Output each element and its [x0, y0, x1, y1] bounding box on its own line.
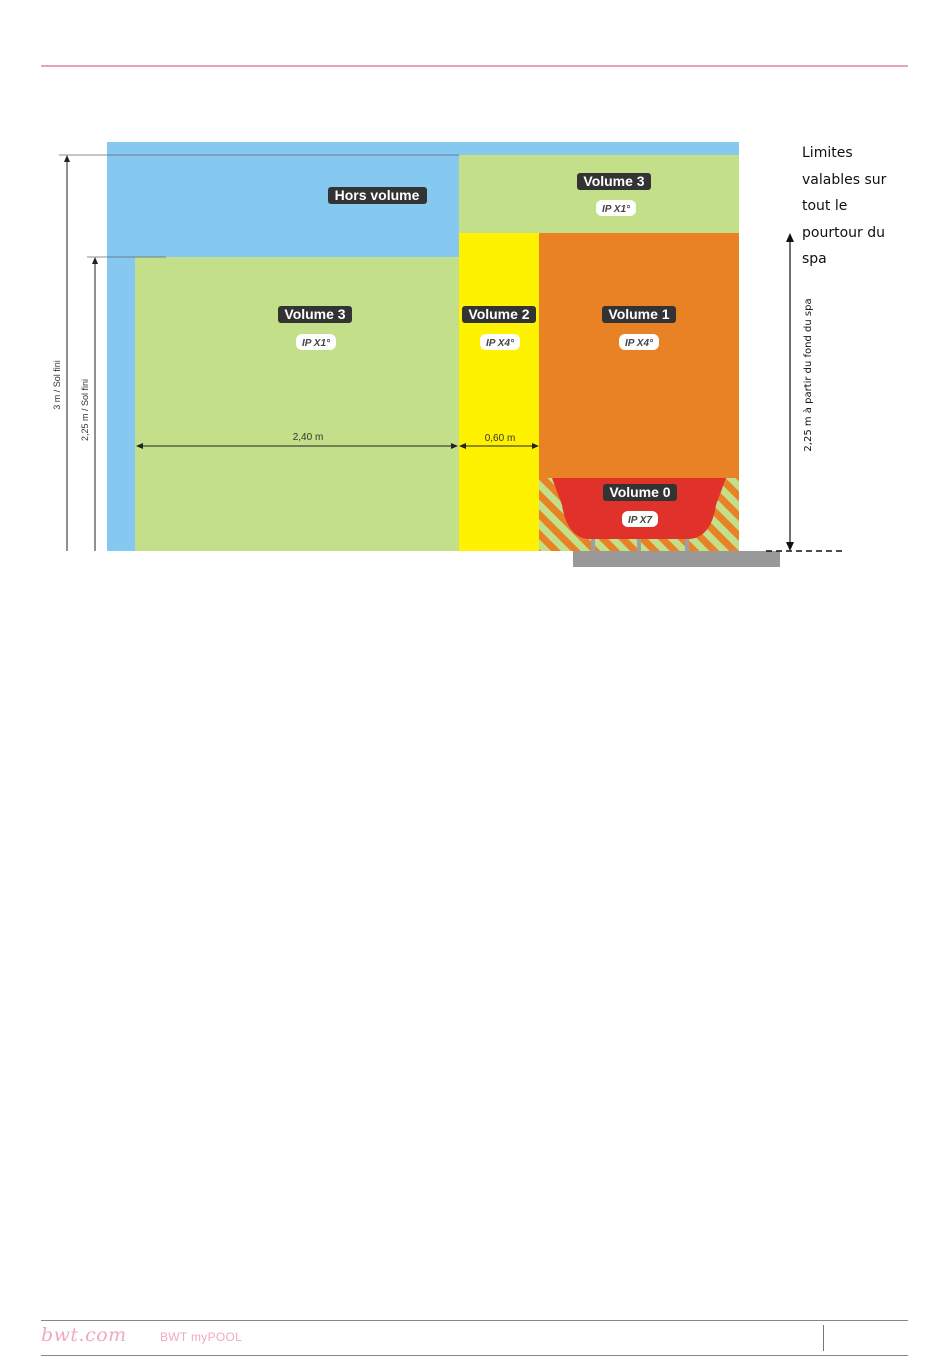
svg-text:2,25 m à partir du fond du spa: 2,25 m à partir du fond du spa	[803, 298, 814, 452]
footer-separator	[823, 1325, 824, 1351]
svg-text:2,40 m: 2,40 m	[292, 432, 324, 443]
footer-brand-logo[interactable]: bwt.com	[41, 1324, 127, 1346]
svg-text:IP X4°: IP X4°	[485, 338, 515, 349]
svg-text:Volume 3: Volume 3	[284, 306, 346, 322]
note-line: spa	[802, 251, 827, 267]
note-line: Limites	[802, 145, 853, 161]
svg-text:3 m / Sol fini: 3 m / Sol fini	[52, 360, 62, 410]
zone-volume3-main	[135, 257, 459, 551]
footer-rule-top	[41, 1320, 908, 1321]
zone-volume2	[459, 233, 539, 551]
note-line: tout le	[802, 198, 848, 214]
svg-text:IP X1°: IP X1°	[301, 338, 331, 349]
floor-bar	[573, 551, 780, 567]
svg-text:Volume 0: Volume 0	[609, 484, 671, 500]
note-line: pourtour du	[802, 224, 885, 241]
footer-rule-bottom	[41, 1355, 908, 1356]
bathroom-volumes-diagram	[0, 0, 950, 600]
zone-volume3-top	[459, 155, 739, 233]
spa-leg	[685, 539, 689, 551]
svg-text:Hors volume: Hors volume	[334, 187, 420, 203]
note-line: valables sur	[802, 171, 887, 188]
svg-text:IP X4°: IP X4°	[624, 338, 654, 349]
spa-leg	[591, 539, 595, 551]
svg-text:2,25 m / Sol fini: 2,25 m / Sol fini	[80, 378, 90, 442]
svg-text:Volume 1: Volume 1	[608, 306, 670, 322]
zone-volume1	[539, 233, 739, 478]
dimension-height-spa	[766, 233, 846, 551]
svg-text:Volume 3: Volume 3	[583, 173, 645, 189]
limits-note	[802, 140, 912, 273]
svg-text:IP X1°: IP X1°	[601, 204, 631, 215]
svg-text:Volume 2: Volume 2	[468, 306, 530, 322]
svg-text:IP X7: IP X7	[627, 515, 653, 526]
spa-leg	[637, 539, 641, 551]
footer-product-name: BWT myPOOL	[160, 1330, 243, 1344]
label-hors-volume	[328, 187, 427, 204]
svg-text:0,60 m: 0,60 m	[484, 433, 516, 444]
